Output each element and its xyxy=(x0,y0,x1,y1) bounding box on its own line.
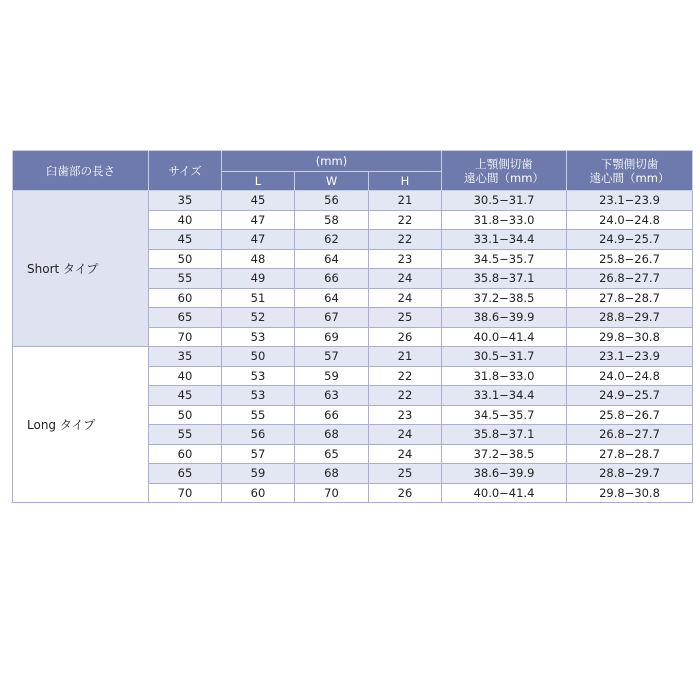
cell-w: 65 xyxy=(295,444,369,464)
cell-size: 40 xyxy=(149,210,222,230)
cell-l: 56 xyxy=(222,425,295,445)
table-row xyxy=(13,347,693,367)
cell-lower: 23.1−23.9 xyxy=(567,347,693,367)
cell-l: 47 xyxy=(222,230,295,250)
table-row xyxy=(13,191,693,211)
cell-upper: 30.5−31.7 xyxy=(442,191,567,211)
cell-size: 50 xyxy=(149,249,222,269)
cell-lower: 26.8−27.7 xyxy=(567,269,693,289)
cell-size: 70 xyxy=(149,327,222,347)
cell-l: 59 xyxy=(222,464,295,484)
cell-lower: 29.8−30.8 xyxy=(567,327,693,347)
cell-size: 65 xyxy=(149,308,222,328)
cell-size: 35 xyxy=(149,347,222,367)
cell-upper: 40.0−41.4 xyxy=(442,327,567,347)
cell-lower: 24.9−25.7 xyxy=(567,386,693,406)
cell-lower: 29.8−30.8 xyxy=(567,483,693,503)
cell-upper: 38.6−39.9 xyxy=(442,464,567,484)
header-L: L xyxy=(222,172,295,191)
cell-w: 67 xyxy=(295,308,369,328)
cell-w: 66 xyxy=(295,405,369,425)
cell-h: 22 xyxy=(369,230,442,250)
cell-lower: 23.1−23.9 xyxy=(567,191,693,211)
cell-h: 22 xyxy=(369,366,442,386)
header-row-1 xyxy=(13,151,693,172)
cell-h: 23 xyxy=(369,249,442,269)
cell-upper: 31.8−33.0 xyxy=(442,366,567,386)
cell-l: 45 xyxy=(222,191,295,211)
header-lower-line1: 下顎側切歯 xyxy=(600,156,659,171)
cell-w: 64 xyxy=(295,288,369,308)
cell-w: 64 xyxy=(295,249,369,269)
cell-l: 53 xyxy=(222,327,295,347)
header-upper-line2: 遠心間（mm） xyxy=(464,170,544,185)
cell-h: 26 xyxy=(369,483,442,503)
cell-size: 55 xyxy=(149,425,222,445)
cell-upper: 35.8−37.1 xyxy=(442,269,567,289)
cell-lower: 24.9−25.7 xyxy=(567,230,693,250)
cell-l: 48 xyxy=(222,249,295,269)
group-label: Short タイプ xyxy=(13,191,149,347)
cell-upper: 33.1−34.4 xyxy=(442,230,567,250)
cell-upper: 33.1−34.4 xyxy=(442,386,567,406)
cell-size: 60 xyxy=(149,444,222,464)
cell-h: 22 xyxy=(369,210,442,230)
cell-h: 25 xyxy=(369,464,442,484)
cell-w: 66 xyxy=(295,269,369,289)
cell-l: 47 xyxy=(222,210,295,230)
cell-size: 60 xyxy=(149,288,222,308)
header-W: W xyxy=(295,172,369,191)
cell-size: 55 xyxy=(149,269,222,289)
cell-size: 50 xyxy=(149,405,222,425)
cell-size: 45 xyxy=(149,386,222,406)
cell-l: 53 xyxy=(222,386,295,406)
cell-lower: 27.8−28.7 xyxy=(567,288,693,308)
cell-upper: 34.5−35.7 xyxy=(442,405,567,425)
size-table xyxy=(12,150,693,503)
cell-l: 49 xyxy=(222,269,295,289)
cell-size: 45 xyxy=(149,230,222,250)
cell-upper: 37.2−38.5 xyxy=(442,288,567,308)
cell-h: 22 xyxy=(369,386,442,406)
cell-h: 24 xyxy=(369,288,442,308)
cell-size: 35 xyxy=(149,191,222,211)
cell-l: 57 xyxy=(222,444,295,464)
header-lower-line2: 遠心間（mm） xyxy=(589,170,670,185)
table-body xyxy=(13,191,693,503)
cell-upper: 30.5−31.7 xyxy=(442,347,567,367)
cell-h: 25 xyxy=(369,308,442,328)
header-upper xyxy=(442,151,567,191)
cell-upper: 38.6−39.9 xyxy=(442,308,567,328)
cell-h: 24 xyxy=(369,269,442,289)
table-header xyxy=(13,151,693,191)
cell-upper: 37.2−38.5 xyxy=(442,444,567,464)
cell-lower: 27.8−28.7 xyxy=(567,444,693,464)
cell-w: 58 xyxy=(295,210,369,230)
cell-size: 70 xyxy=(149,483,222,503)
cell-lower: 26.8−27.7 xyxy=(567,425,693,445)
cell-w: 57 xyxy=(295,347,369,367)
cell-lower: 28.8−29.7 xyxy=(567,308,693,328)
cell-lower: 24.0−24.8 xyxy=(567,366,693,386)
cell-w: 69 xyxy=(295,327,369,347)
group-label: Long タイプ xyxy=(13,347,149,503)
cell-size: 65 xyxy=(149,464,222,484)
cell-upper: 40.0−41.4 xyxy=(442,483,567,503)
cell-l: 51 xyxy=(222,288,295,308)
cell-l: 50 xyxy=(222,347,295,367)
cell-h: 24 xyxy=(369,425,442,445)
cell-h: 26 xyxy=(369,327,442,347)
cell-w: 68 xyxy=(295,464,369,484)
cell-w: 63 xyxy=(295,386,369,406)
cell-l: 52 xyxy=(222,308,295,328)
cell-h: 21 xyxy=(369,191,442,211)
cell-w: 56 xyxy=(295,191,369,211)
header-length: 臼歯部の長さ xyxy=(13,151,149,191)
cell-l: 55 xyxy=(222,405,295,425)
header-size: サイズ xyxy=(149,151,222,191)
cell-upper: 31.8−33.0 xyxy=(442,210,567,230)
cell-w: 70 xyxy=(295,483,369,503)
header-lower xyxy=(567,151,693,191)
cell-lower: 28.8−29.7 xyxy=(567,464,693,484)
cell-lower: 24.0−24.8 xyxy=(567,210,693,230)
cell-h: 24 xyxy=(369,444,442,464)
cell-h: 21 xyxy=(369,347,442,367)
cell-lower: 25.8−26.7 xyxy=(567,405,693,425)
cell-l: 53 xyxy=(222,366,295,386)
header-mm: (mm) xyxy=(222,151,442,172)
cell-upper: 35.8−37.1 xyxy=(442,425,567,445)
cell-w: 59 xyxy=(295,366,369,386)
header-upper-line1: 上顎側切歯 xyxy=(475,156,533,171)
header-H: H xyxy=(369,172,442,191)
cell-l: 60 xyxy=(222,483,295,503)
cell-lower: 25.8−26.7 xyxy=(567,249,693,269)
cell-upper: 34.5−35.7 xyxy=(442,249,567,269)
cell-h: 23 xyxy=(369,405,442,425)
cell-w: 62 xyxy=(295,230,369,250)
cell-w: 68 xyxy=(295,425,369,445)
cell-size: 40 xyxy=(149,366,222,386)
